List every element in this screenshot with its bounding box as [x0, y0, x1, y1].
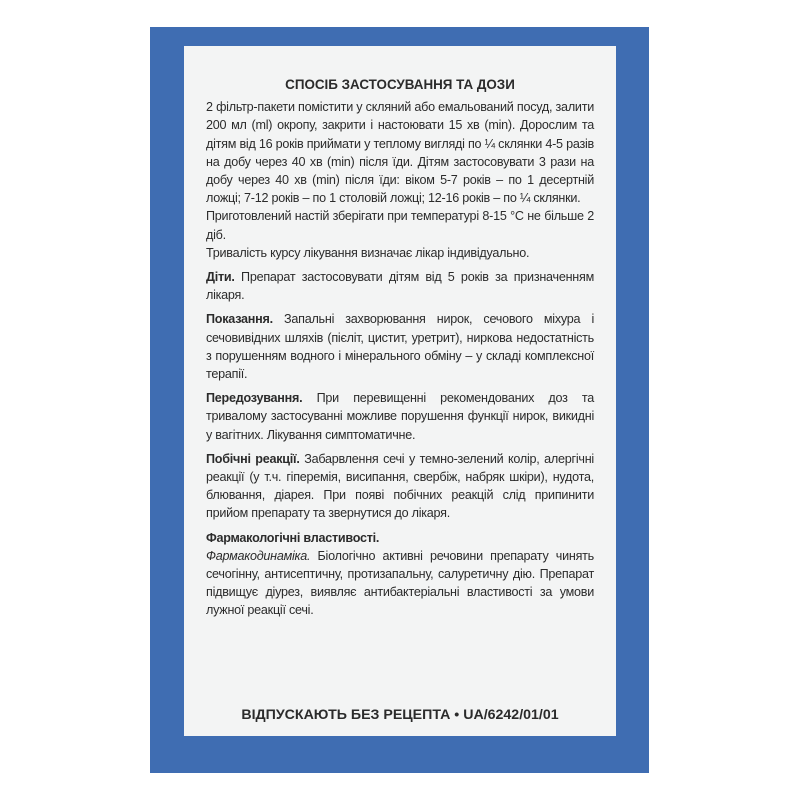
overdose-section — [206, 389, 594, 444]
overdose-text: При перевищенні рекомендованих доз та тривалому застосуванні можливе порушення функції нирок, викидні у вагітних. Лікування симптоматичне. — [206, 391, 594, 442]
indications-text: Запальні захворювання нирок, сечового міхура і сечовивідних шляхів (пієліт, цистит, уретрит), ниркова недостатність з порушенням водного і мінерального обміну – у складі комплексної терапії. — [206, 312, 594, 382]
side-effects-heading: Побічні реакції. — [206, 451, 300, 466]
instructions-text — [206, 76, 594, 620]
pharmacodynamics-text: Біологічно активні речовини препарату чинять сечогінну, антисептичну, протизапальну, салуретичну дію. Препарат підвищує діурез, виявляє антибактеріальні властивості за умови лужної реакції сечі. — [206, 548, 594, 618]
children-text: Препарат застосовувати дітям від 5 років за призначенням лікаря. — [206, 270, 594, 303]
pharmacodynamics-section — [206, 547, 594, 620]
pharmacology-heading: Фармакологічні властивості. — [206, 530, 380, 545]
dosage-paragraph-2: Приготовлений настій зберігати при температурі 8-15 °С не більше 2 діб. — [206, 209, 594, 242]
pharmacodynamics-heading: Фармакодинаміка. — [206, 548, 311, 563]
dosage-paragraph-1: 2 фільтр-пакети помістити у скляний або емальований посуд, залити 200 мл (ml) окропу, закрити і настоювати 15 хв (min). Дорослим та дітям від 16 років приймати у теплому вигляді по ¼ склянки 4-5 разів на добу через 40 хв (min) після їди. Дітям застосовувати 3 рази на добу через 40 хв (min) після їди: віком 5-7 років – по 1 десертній ложці; 7-12 років – по 1 столовій ложці; 12-16 років – по ¼ склянки. — [206, 100, 594, 206]
prescription-footer: ВІДПУСКАЮТЬ БЕЗ РЕЦЕПТА • UA/6242/01/01 — [241, 707, 559, 723]
children-section — [206, 268, 594, 304]
indications-section — [206, 310, 594, 383]
dosage-title: СПОСІБ ЗАСТОСУВАННЯ ТА ДОЗИ — [285, 77, 515, 92]
dosage-section — [206, 98, 594, 262]
indications-heading: Показання. — [206, 312, 273, 327]
children-heading: Діти. — [206, 270, 235, 285]
overdose-heading: Передозування. — [206, 391, 303, 406]
side-effects-text: Забарвлення сечі у темно-зелений колір, алергічні реакції (у т.ч. гіперемія, висипання, свербіж, набряк шкіри), нудота, блювання, діарея. При появі побічних реакцій слід припинити прийом препарату та звернутися до лікаря. — [206, 451, 594, 521]
side-effects-section — [206, 450, 594, 523]
dosage-paragraph-3: Тривалість курсу лікування визначає лікар індивідуально. — [206, 245, 530, 260]
